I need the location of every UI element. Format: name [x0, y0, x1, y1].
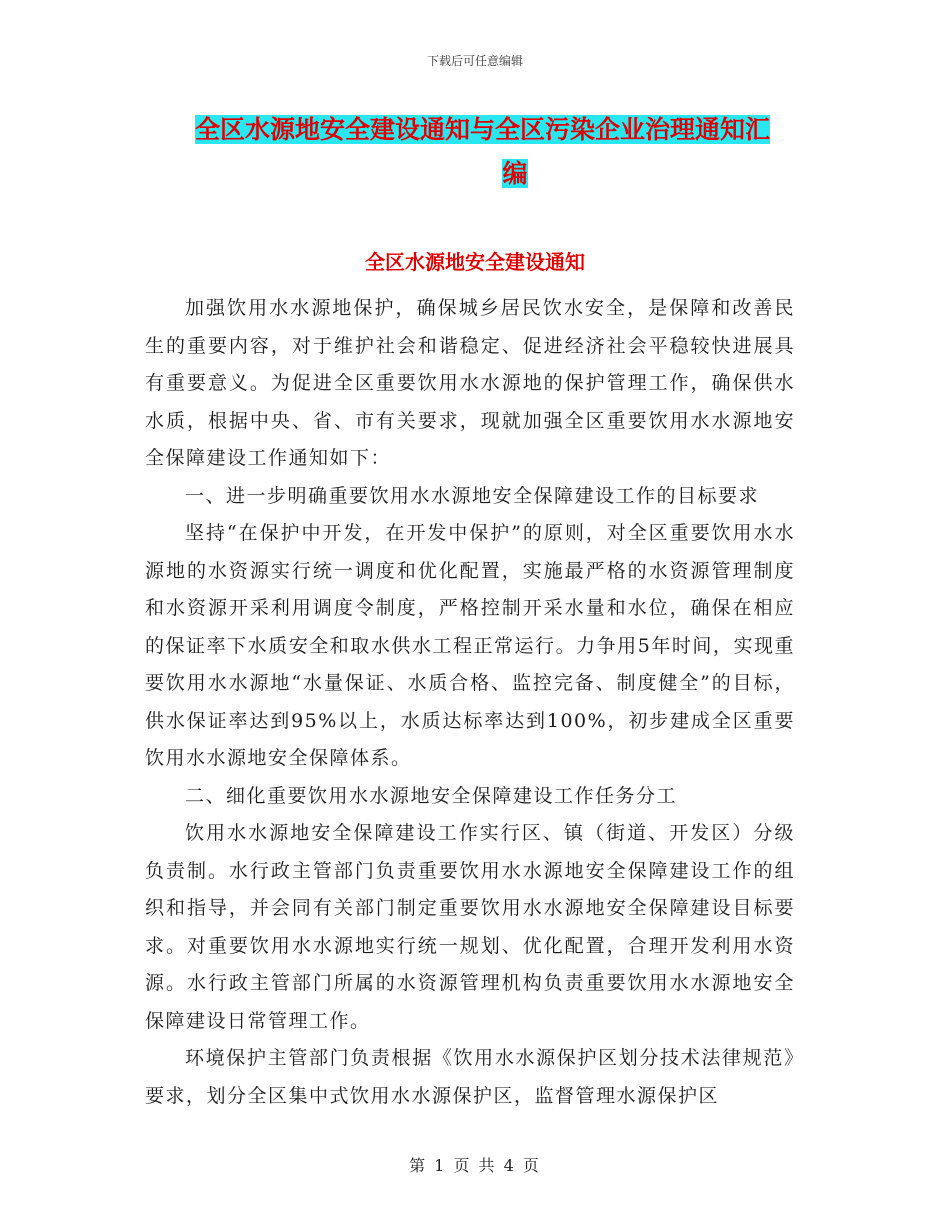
- document-body: [145, 290, 795, 1115]
- page-header-note: 下载后可任意编辑: [426, 54, 523, 68]
- paragraph-environment: 环境保护主管部门负责根据《饮用水水源保护区划分技术法律规范》要求，划分全区集中式饮用水水源保护区，监督管理水源保护区: [145, 1047, 795, 1107]
- paragraph-heading-2: 二、细化重要饮用水水源地安全保障建设工作任务分工: [185, 784, 678, 807]
- paragraph-goals: 坚持“在保护中开发，在开发中保护”的原则，对全区重要饮用水水源地的水资源实行统一调度和优化配置，实施最严格的水资源管理制度和水资源开采利用调度令制度，严格控制开采水量和水位，确保在相应的保证率下水质安全和取水供水工程正常运行。力争用5年时间，实现重要饮用水水源地“水量保证、水质合格、监控完备、制度健全”的目标，供水保证率达到95%以上，水质达标率达到100%，初步建成全区重要饮用水水源地安全保障体系。: [145, 522, 795, 769]
- section-title: 全区水源地安全建设通知: [365, 250, 585, 274]
- document-title-line1: 全区水源地安全建设通知与全区污染企业治理通知汇: [195, 115, 771, 144]
- paragraph-intro: 加强饮用水水源地保护，确保城乡居民饮水安全，是保障和改善民生的重要内容，对于维护社会和谐稳定、促进经济社会平稳较快进展具有重要意义。为促进全区重要饮用水水源地的保护管理工作，确保供水水质，根据中央、省、市有关要求，现就加强全区重要饮用水水源地安全保障建设工作通知如下：: [145, 297, 795, 469]
- paragraph-responsibility: 饮用水水源地安全保障建设工作实行区、镇（街道、开发区）分级负责制。水行政主管部门负责重要饮用水水源地安全保障建设工作的组织和指导，并会同有关部门制定重要饮用水水源地安全保障建设目标要求。对重要饮用水水源地实行统一规划、优化配置，合理开发利用水资源。水行政主管部门所属的水资源管理机构负责重要饮用水水源地安全保障建设日常管理工作。: [145, 822, 795, 1032]
- page-number: 第 1 页 共 4 页: [409, 1156, 541, 1175]
- paragraph-heading-1: 一、进一步明确重要饮用水水源地安全保障建设工作的目标要求: [185, 484, 760, 507]
- document-title-line2: 编: [502, 159, 528, 188]
- document-title: [195, 108, 805, 196]
